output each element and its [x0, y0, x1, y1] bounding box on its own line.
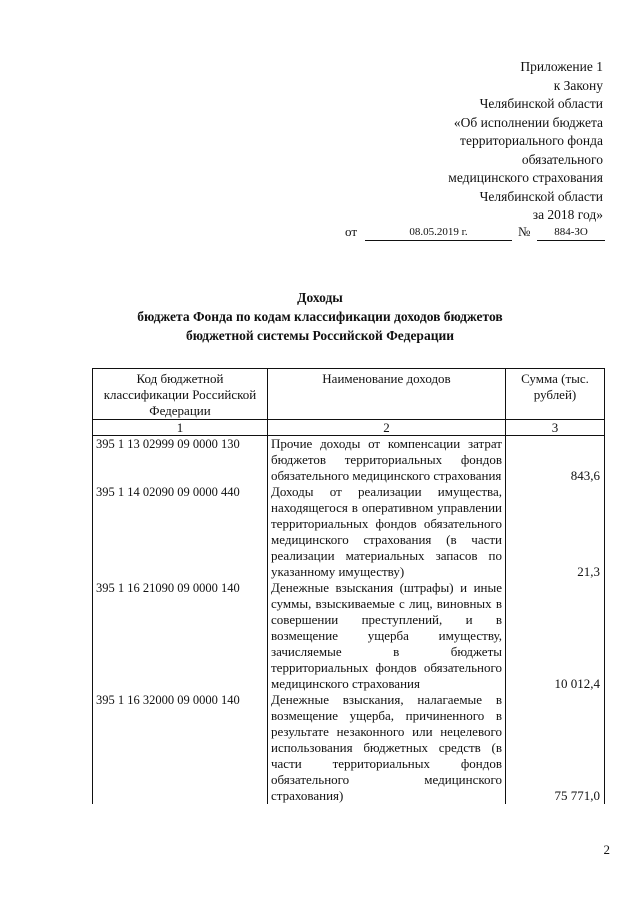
number-label: № — [518, 224, 531, 239]
from-label: от — [345, 224, 358, 239]
page-number: 2 — [603, 842, 610, 857]
appendix-header — [343, 58, 603, 225]
appendix-line: за 2018 год» — [532, 207, 603, 222]
appendix-line: Приложение 1 — [520, 59, 603, 74]
table-header-row — [93, 369, 605, 420]
table-row — [93, 436, 605, 485]
header-amount: Сумма (тыс. рублей) — [506, 369, 605, 420]
column-number-row — [93, 420, 605, 436]
title-line: бюджета Фонда по кодам классификации доходов бюджетов — [137, 309, 503, 324]
document-title — [0, 288, 640, 345]
appendix-line: Челябинской области — [479, 188, 603, 204]
table-row — [93, 484, 605, 580]
row-amount: 843,6 — [506, 436, 605, 485]
row-name: Прочие доходы от компенсации затрат бюджетов территориальных фондов обязательного медицинского страхования — [268, 436, 506, 485]
title-line: бюджетной системы Российской Федерации — [185, 328, 455, 343]
title-line: Доходы — [297, 290, 343, 305]
row-code: 395 1 16 21090 09 0000 140 — [93, 580, 268, 692]
appendix-line: к Закону — [553, 77, 603, 93]
law-reference — [345, 224, 610, 244]
table-row — [93, 580, 605, 692]
appendix-line: «Об исполнении бюджета — [453, 114, 603, 130]
row-amount: 10 012,4 — [506, 580, 605, 692]
law-number: 884-ЗО — [537, 224, 605, 241]
row-amount: 75 771,0 — [506, 692, 605, 804]
table-row — [93, 692, 605, 804]
row-name: Доходы от реализации имущества, находящегося в оперативном управлении территориальных фондов обязательного медицинского страхования (в части реализации материальных запасов по указанному имуществу) — [268, 484, 506, 580]
row-code: 395 1 16 32000 09 0000 140 — [93, 692, 268, 804]
header-code: Код бюджетной классификации Российской Федерации — [93, 369, 268, 420]
law-date: 08.05.2019 г. — [365, 224, 512, 241]
appendix-line: обязательного — [521, 151, 603, 167]
column-number: 3 — [506, 420, 605, 436]
column-number: 1 — [93, 420, 268, 436]
row-name: Денежные взыскания, налагаемые в возмещение ущерба, причиненного в результате незаконного или нецелевого использования бюджетных средств (в части территориальных фондов обязательного медицинского страхования) — [268, 692, 506, 804]
column-number: 2 — [268, 420, 506, 436]
row-code: 395 1 14 02090 09 0000 440 — [93, 484, 268, 580]
row-code: 395 1 13 02999 09 0000 130 — [93, 436, 268, 485]
appendix-line: территориального фонда — [460, 133, 603, 148]
income-table — [92, 368, 605, 804]
header-name: Наименование доходов — [268, 369, 506, 420]
appendix-line: Челябинской области — [479, 96, 603, 111]
appendix-line: медицинского страхования — [448, 170, 603, 185]
row-name: Денежные взыскания (штрафы) и иные суммы, взыскиваемые с лиц, виновных в совершении преступлений, и в возмещение ущерба имуществу, зачисляемые в бюджеты территориальных фондов обязательного медицинского страхования — [268, 580, 506, 692]
row-amount: 21,3 — [506, 484, 605, 580]
